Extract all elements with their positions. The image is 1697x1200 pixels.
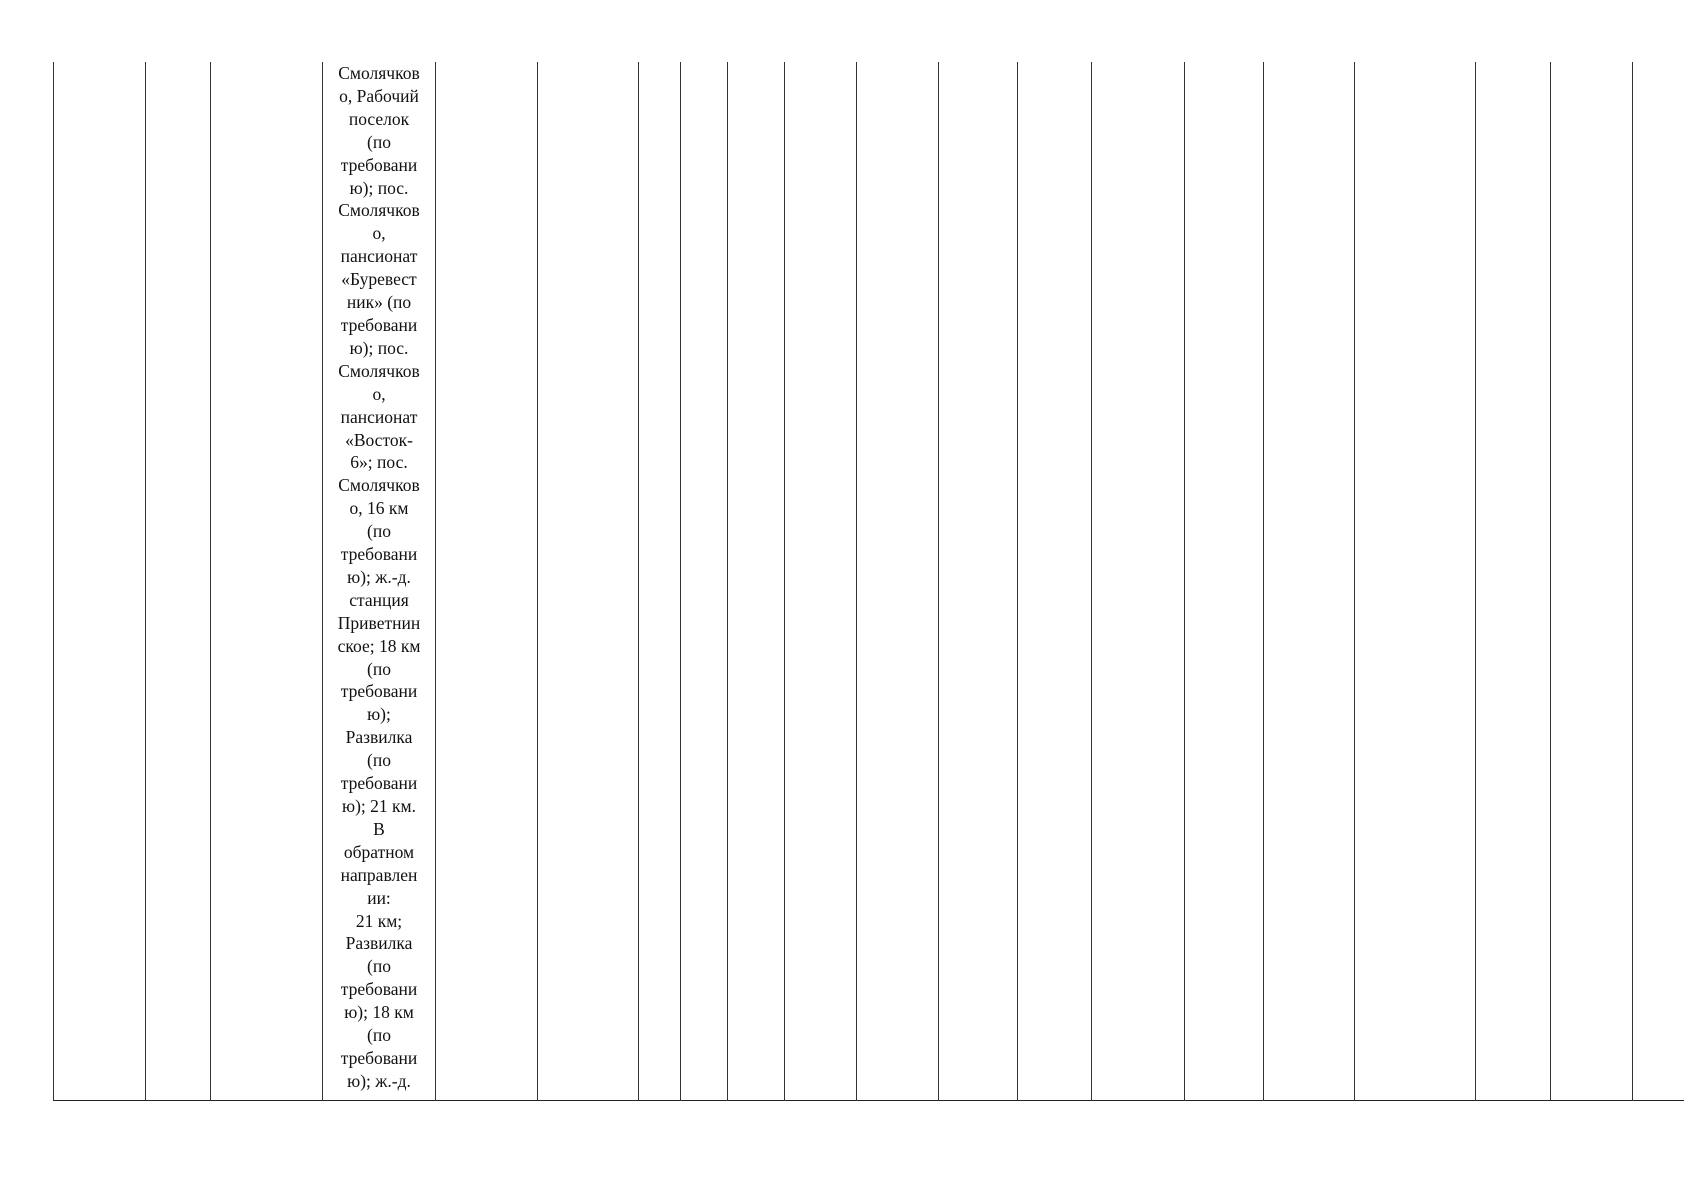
column-border (938, 62, 939, 1101)
stop-list-line: «Буревест (341, 269, 417, 290)
stop-list-line: требовани (340, 154, 418, 175)
stop-list-line: требовани (340, 1047, 418, 1068)
stop-list-line: ю); (367, 704, 391, 725)
stop-list-line: (по (367, 956, 391, 977)
route-table (53, 62, 1684, 1101)
stop-list-line: ю); 18 км (344, 1002, 414, 1023)
stop-list-line: (по (367, 750, 391, 771)
stop-list-line: Смолячков (338, 475, 420, 496)
stop-list-line: пансионат (340, 246, 418, 267)
stop-list-line: Приветнин (337, 612, 421, 633)
stop-list-line: ии: (367, 887, 391, 908)
stop-list-line: требовани (340, 681, 418, 702)
stop-list-line: Развилка (345, 933, 413, 954)
stop-list-line: ю); ж.-д. (347, 566, 411, 587)
stop-list-line: 21 км; (355, 910, 403, 931)
stop-list-line: Развилка (345, 727, 413, 748)
column-border (1184, 62, 1185, 1101)
column-border (1263, 62, 1264, 1101)
stop-list-line: о, (372, 383, 386, 404)
stop-list-line: поселок (348, 108, 410, 129)
stop-list-line: требовани (340, 773, 418, 794)
column-border (53, 62, 54, 1101)
stop-list-line: о, Рабочий (339, 85, 419, 106)
column-border (1475, 62, 1476, 1101)
stop-list-line: «Восток- (345, 429, 413, 450)
column-border (1017, 62, 1018, 1101)
stop-list-line: обратном (343, 841, 415, 862)
stop-list-line: Смолячков (338, 200, 420, 221)
stop-list-line: (по (367, 658, 391, 679)
column-border (1550, 62, 1551, 1101)
column-border (856, 62, 857, 1101)
stop-list-line: требовани (340, 314, 418, 335)
column-border (145, 62, 146, 1101)
stop-list-line: (по (367, 131, 391, 152)
column-border (680, 62, 681, 1101)
column-border (537, 62, 538, 1101)
stop-list-line: ник» (по (346, 292, 412, 313)
stop-list-line: требовани (340, 979, 418, 1000)
column-border (210, 62, 211, 1101)
column-border (1354, 62, 1355, 1101)
stop-list-line: ское; 18 км (337, 635, 421, 656)
column-border (784, 62, 785, 1101)
stop-list-cell (323, 62, 435, 1101)
column-border (435, 62, 436, 1101)
stop-list-line: станция (349, 589, 409, 610)
stop-list-line: Смолячков (338, 63, 420, 83)
stop-list-line: (по (367, 521, 391, 542)
stop-list-line: ю); пос. (349, 337, 409, 358)
stop-list-line: Смолячков (338, 360, 420, 381)
column-border (638, 62, 639, 1101)
column-border (1632, 62, 1633, 1101)
stop-list-line: о, 16 км (349, 498, 409, 519)
stop-list-line: о, (372, 223, 386, 244)
stop-list-line: требовани (340, 544, 418, 565)
stop-list-line: ю); 21 км. (342, 796, 416, 816)
stop-list-line: ю); ж.-д. (347, 1070, 411, 1091)
stop-list-line: направлен (340, 864, 418, 885)
stop-list-line: пансионат (340, 406, 418, 427)
stop-list-line: (по (367, 1025, 391, 1046)
stop-list-line: ю); пос. (349, 177, 409, 198)
stop-list-line: В (373, 818, 385, 839)
column-border (727, 62, 728, 1101)
column-border (1091, 62, 1092, 1101)
stop-list-line: 6»; пос. (350, 452, 408, 473)
